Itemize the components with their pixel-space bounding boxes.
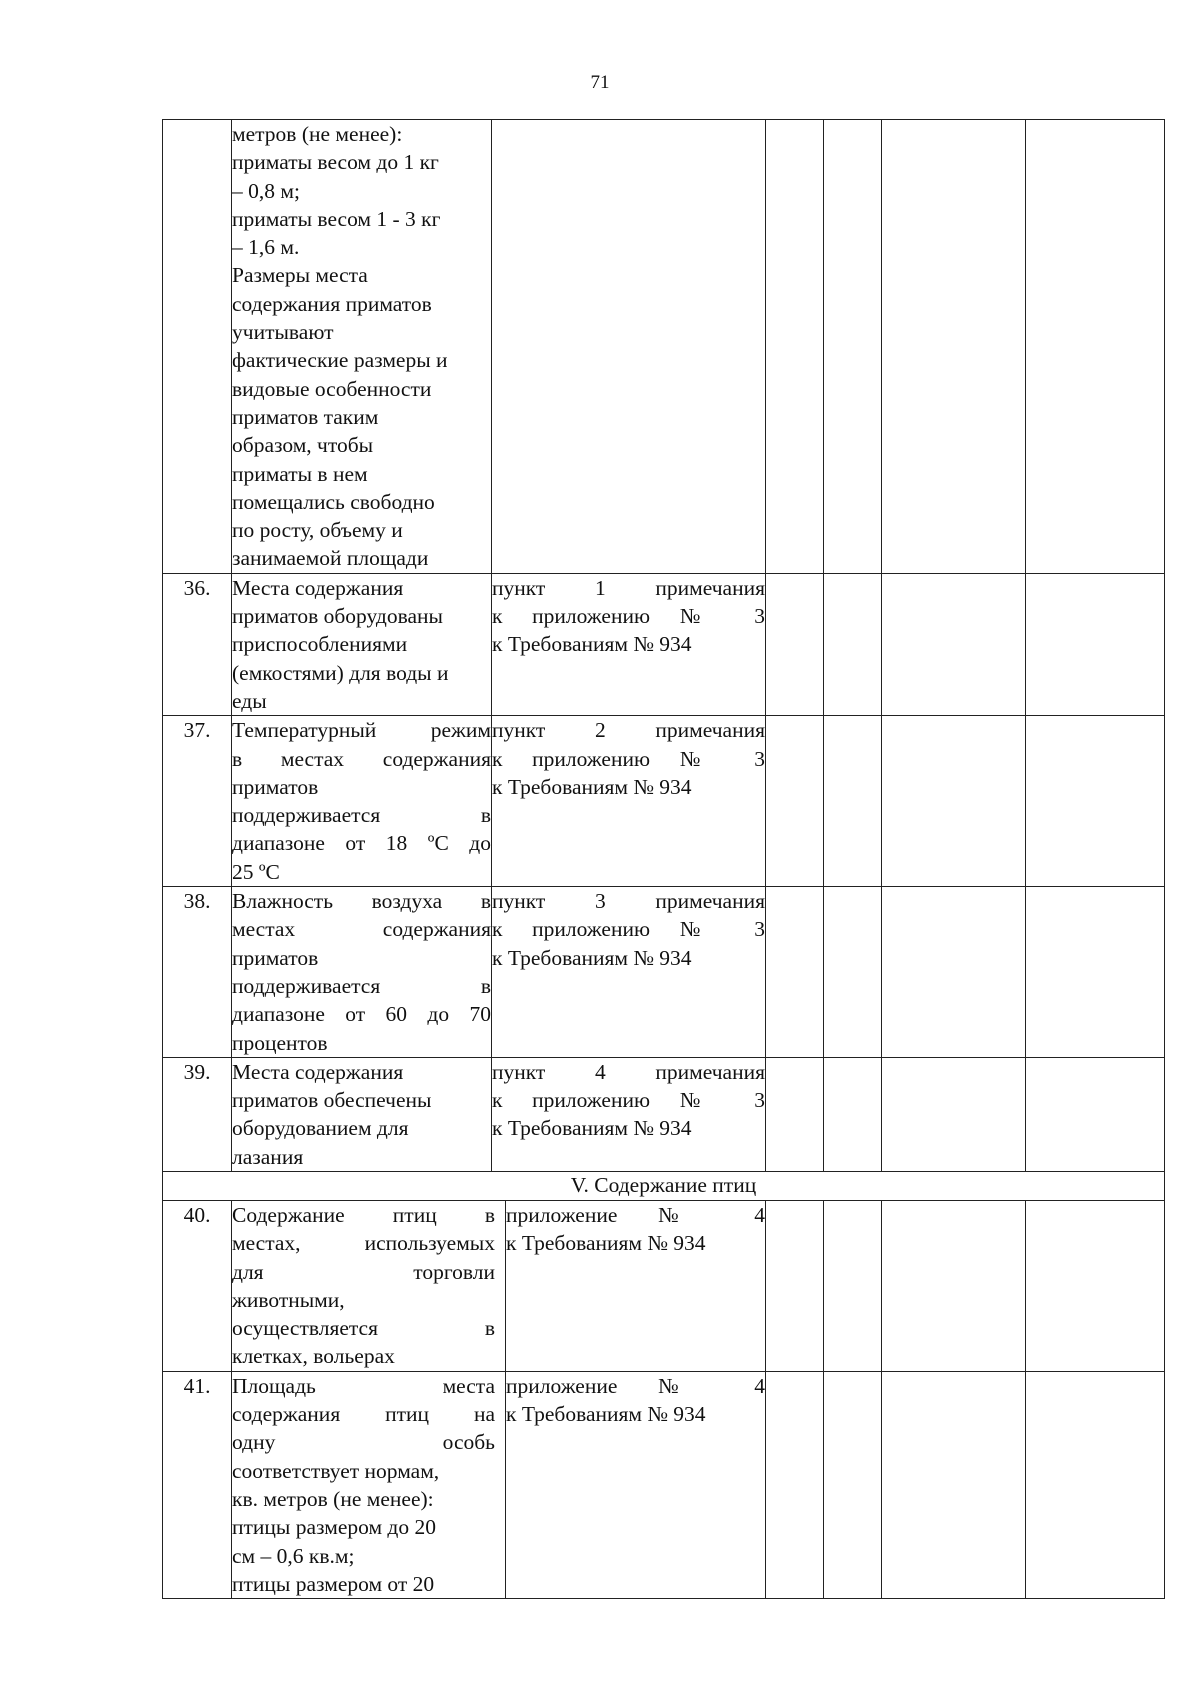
- reference-line: к Требованиям № 934: [492, 1116, 692, 1141]
- requirement-line: соответствует нормам,: [232, 1458, 440, 1483]
- reference-line: пункт 3 примечания: [492, 889, 765, 914]
- requirement-line: – 1,6 м.: [232, 235, 300, 260]
- empty-cell: [1026, 1200, 1165, 1371]
- requirement-line: поддерживается в: [232, 973, 491, 998]
- requirement-line: – 0,8 м;: [232, 178, 300, 203]
- empty-cell: [882, 716, 1026, 887]
- empty-cell: [1026, 887, 1165, 1058]
- requirement-line: диапазоне от 60 до 70: [232, 1002, 491, 1027]
- requirement-cell: [232, 573, 492, 715]
- empty-cell: [766, 573, 824, 715]
- empty-cell: [824, 120, 882, 574]
- empty-cell: [1026, 573, 1165, 715]
- requirement-line: по росту, объему и: [232, 518, 403, 543]
- row-number: 37.: [163, 716, 232, 887]
- row-number: 38.: [163, 887, 232, 1058]
- requirement-line: для торговли: [232, 1259, 495, 1284]
- requirement-line: лазания: [232, 1144, 304, 1169]
- page-number: 71: [590, 72, 610, 93]
- requirement-line: клетках, вольерах: [232, 1344, 395, 1369]
- requirement-line: учитывают: [232, 320, 334, 345]
- reference-line: к Требованиям № 934: [492, 632, 692, 657]
- requirement-cell: [232, 1371, 506, 1598]
- requirement-line: приматов таким: [232, 404, 379, 429]
- requirement-line: местах, используемых: [232, 1231, 495, 1256]
- requirement-line: кв. метров (не менее):: [232, 1486, 434, 1511]
- reference-line: к приложению № 3: [492, 746, 765, 771]
- requirement-line: см – 0,6 кв.м;: [232, 1543, 355, 1568]
- requirement-line: занимаемой площади: [232, 546, 429, 571]
- requirement-line: 25 ºС: [232, 859, 280, 884]
- reference-line: к приложению № 3: [492, 1088, 765, 1113]
- requirement-line: Площадь места: [232, 1373, 495, 1398]
- requirement-line: диапазоне от 18 ºС до: [232, 831, 491, 856]
- empty-cell: [882, 120, 1026, 574]
- empty-cell: [824, 1200, 882, 1371]
- requirement-line: Места содержания: [232, 575, 404, 600]
- empty-cell: [824, 573, 882, 715]
- table-row: [163, 1371, 1165, 1598]
- requirement-line: видовые особенности: [232, 376, 432, 401]
- empty-cell: [766, 887, 824, 1058]
- requirement-line: одну особь: [232, 1430, 495, 1455]
- requirement-line: в местах содержания: [232, 746, 491, 771]
- requirement-line: приматов оборудованы: [232, 604, 443, 629]
- empty-cell: [766, 716, 824, 887]
- table-row: [163, 573, 1165, 715]
- requirement-cell: [232, 1057, 492, 1171]
- requirement-cell: [232, 1200, 506, 1371]
- empty-cell: [1026, 716, 1165, 887]
- empty-cell: [882, 1057, 1026, 1171]
- empty-cell: [824, 1057, 882, 1171]
- requirement-line: животными,: [232, 1287, 345, 1312]
- requirement-line: приматы весом 1 - 3 кг: [232, 206, 441, 231]
- requirement-line: приматов обеспечены: [232, 1088, 432, 1113]
- empty-cell: [1026, 120, 1165, 574]
- requirement-line: еды: [232, 688, 267, 713]
- empty-cell: [882, 1371, 1026, 1598]
- reference-line: пункт 2 примечания: [492, 718, 765, 743]
- requirement-line: приматы в нем: [232, 461, 368, 486]
- requirement-line: поддерживается в: [232, 803, 491, 828]
- empty-cell: [882, 573, 1026, 715]
- reference-cell: [492, 716, 766, 887]
- empty-cell: [766, 1371, 824, 1598]
- section-row: [163, 1171, 1165, 1200]
- requirement-line: Места содержания: [232, 1059, 404, 1084]
- requirement-line: приспособлениями: [232, 632, 408, 657]
- row-number: 41.: [163, 1371, 232, 1598]
- empty-cell: [882, 1200, 1026, 1371]
- requirement-line: Содержание птиц в: [232, 1202, 495, 1227]
- reference-cell: [492, 573, 766, 715]
- requirement-line: помещались свободно: [232, 489, 435, 514]
- reference-line: к приложению № 3: [492, 917, 765, 942]
- empty-cell: [824, 1371, 882, 1598]
- requirement-cell: [232, 120, 492, 574]
- reference-line: к Требованиям № 934: [506, 1402, 706, 1427]
- empty-cell: [1026, 1057, 1165, 1171]
- reference-cell: [492, 1057, 766, 1171]
- reference-line: к Требованиям № 934: [492, 774, 692, 799]
- requirement-line: Температурный режим: [232, 718, 491, 743]
- requirement-line: Размеры места: [232, 263, 368, 288]
- empty-cell: [766, 1057, 824, 1171]
- requirement-line: фактические размеры и: [232, 348, 448, 373]
- reference-line: пункт 4 примечания: [492, 1059, 765, 1084]
- requirement-line: приматов: [232, 945, 319, 970]
- table-row: [163, 716, 1165, 887]
- requirement-line: содержания птиц на: [232, 1402, 495, 1427]
- empty-cell: [766, 120, 824, 574]
- requirement-cell: [232, 887, 492, 1058]
- checklist-table: [162, 119, 1165, 1599]
- reference-cell: [492, 887, 766, 1058]
- table-row: [163, 1200, 1165, 1371]
- reference-line: приложение № 4: [506, 1202, 765, 1227]
- reference-line: к Требованиям № 934: [492, 945, 692, 970]
- requirement-line: образом, чтобы: [232, 433, 374, 458]
- section-title: V. Содержание птиц: [163, 1171, 1165, 1200]
- empty-cell: [824, 887, 882, 1058]
- reference-cell: [506, 1200, 766, 1371]
- requirement-line: приматы весом до 1 кг: [232, 150, 439, 175]
- requirement-line: Влажность воздуха в: [232, 889, 491, 914]
- reference-cell: [506, 1371, 766, 1598]
- empty-cell: [1026, 1371, 1165, 1598]
- reference-line: приложение № 4: [506, 1373, 765, 1398]
- table-row: [163, 1057, 1165, 1171]
- requirement-line: (емкостями) для воды и: [232, 660, 449, 685]
- empty-cell: [766, 1200, 824, 1371]
- requirement-line: местах содержания: [232, 917, 491, 942]
- requirement-line: птицы размером от 20: [232, 1571, 435, 1596]
- table-row-continuation: [163, 120, 1165, 574]
- requirement-line: осуществляется в: [232, 1316, 495, 1341]
- reference-line: к приложению № 3: [492, 604, 765, 629]
- row-number: 36.: [163, 573, 232, 715]
- reference-cell: [492, 120, 766, 574]
- requirement-line: процентов: [232, 1030, 328, 1055]
- requirement-line: птицы размером до 20: [232, 1515, 436, 1540]
- reference-line: к Требованиям № 934: [506, 1231, 706, 1256]
- reference-line: пункт 1 примечания: [492, 575, 765, 600]
- row-number: 39.: [163, 1057, 232, 1171]
- empty-cell: [882, 887, 1026, 1058]
- requirement-line: метров (не менее):: [232, 122, 403, 146]
- empty-cell: [824, 716, 882, 887]
- requirement-line: приматов: [232, 774, 319, 799]
- requirement-cell: [232, 716, 492, 887]
- requirement-line: оборудованием для: [232, 1116, 409, 1141]
- row-number: 40.: [163, 1200, 232, 1371]
- table-row: [163, 887, 1165, 1058]
- number-cell: [163, 120, 232, 574]
- requirement-line: содержания приматов: [232, 291, 432, 316]
